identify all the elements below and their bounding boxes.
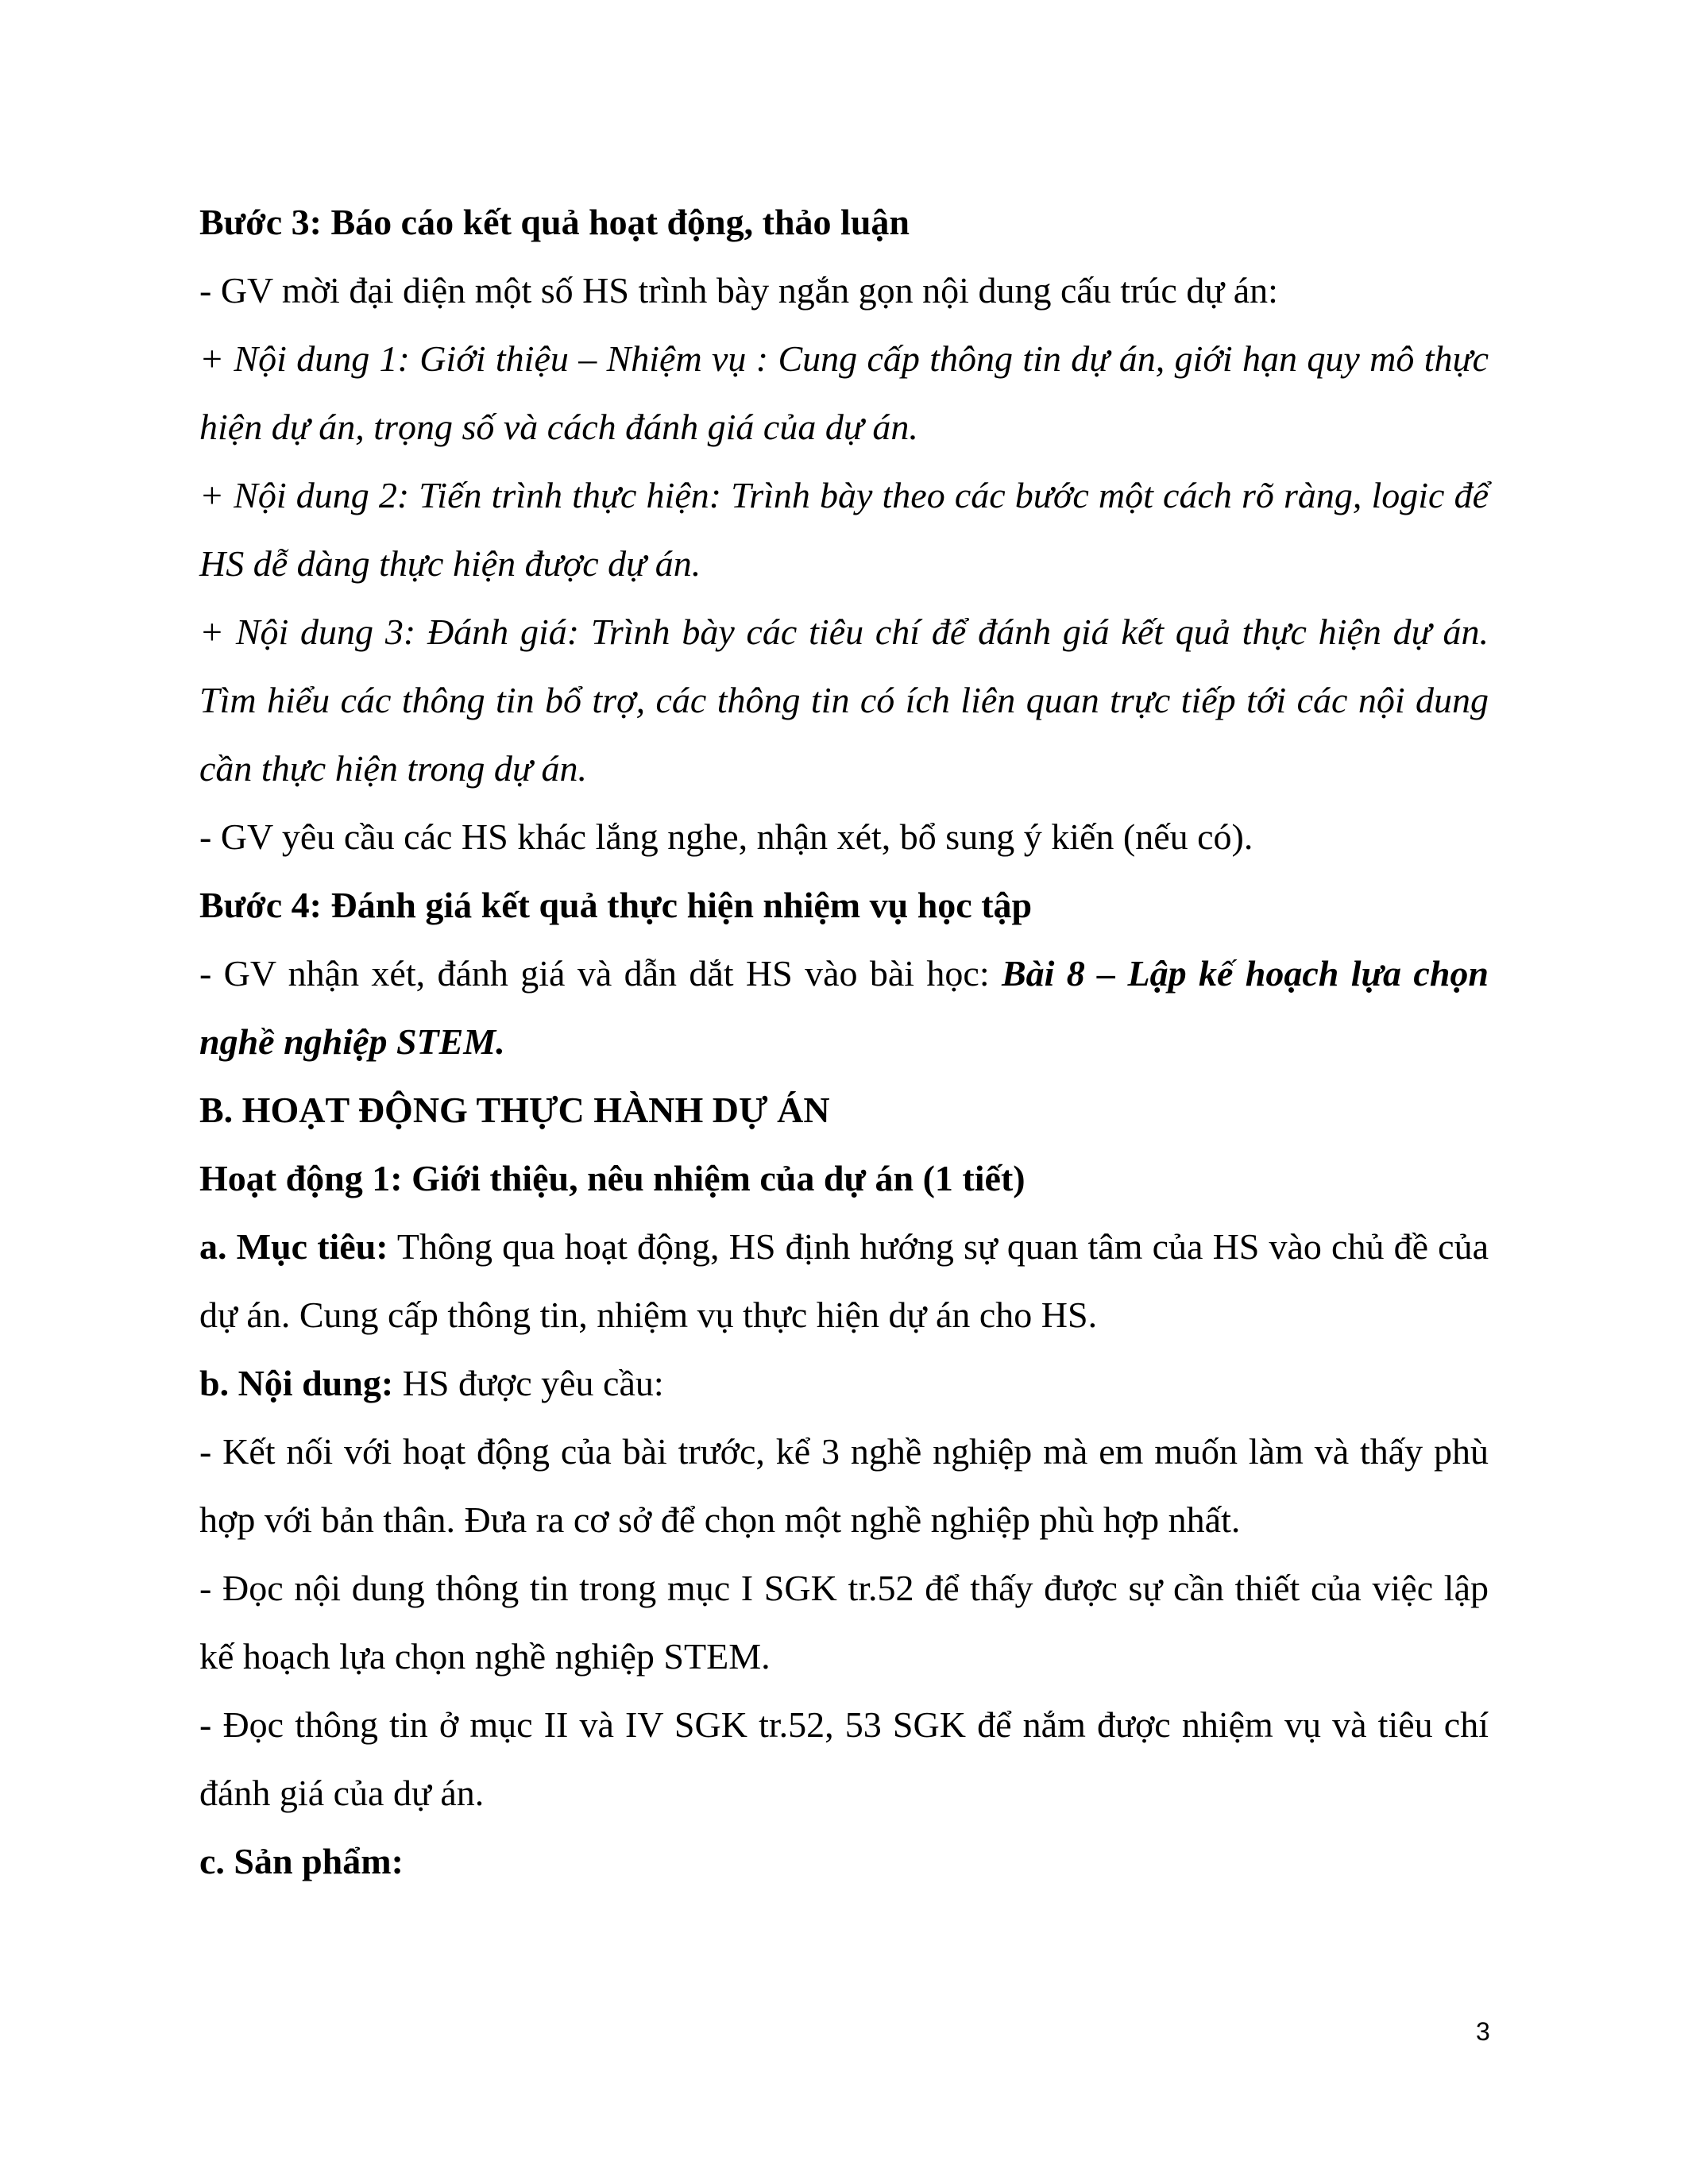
paragraph: + Nội dung 3: Đánh giá: Trình bày các tiêu chí để đánh giá kết quả thực hiện dự án. Tìm hiểu các thông tin bổ trợ, các thông tin có ích liên quan trực tiếp tới các nội dung cần thực hiện trong dự án. (199, 612, 1489, 789)
list-item: - Đọc nội dung thông tin trong mục I SGK tr.52 để thấy được sự cần thiết của việc lập kế hoạch lựa chọn nghề nghiệp STEM. (199, 1568, 1489, 1677)
step4-heading: Bước 4: Đánh giá kết quả thực hiện nhiệm vụ học tập (199, 885, 1033, 925)
paragraph: - GV mời đại diện một số HS trình bày ngắn gọn nội dung cấu trúc dự án: (199, 270, 1278, 311)
paragraph-text: - GV nhận xét, đánh giá và dẫn dắt HS vào bài học: (199, 953, 1002, 994)
document-body (199, 188, 1489, 1896)
paragraph: + Nội dung 1: Giới thiệu – Nhiệm vụ : Cung cấp thông tin dự án, giới hạn quy mô thực hiện dự án, trọng số và cách đánh giá của dự án. (199, 338, 1489, 447)
goal-text: Thông qua hoạt động, HS định hướng sự quan tâm của HS vào chủ đề của dự án. Cung cấp thông tin, nhiệm vụ thực hiện dự án cho HS. (199, 1226, 1489, 1335)
paragraph: + Nội dung 2: Tiến trình thực hiện: Trình bày theo các bước một cách rõ ràng, logic để HS dễ dàng thực hiện được dự án. (199, 475, 1489, 584)
list-item: - Kết nối với hoạt động của bài trước, kể 3 nghề nghiệp mà em muốn làm và thấy phù hợp với bản thân. Đưa ra cơ sở để chọn một nghề nghiệp phù hợp nhất. (199, 1431, 1489, 1540)
step3-heading: Bước 3: Báo cáo kết quả hoạt động, thảo luận (199, 202, 910, 242)
section-b-heading: B. HOẠT ĐỘNG THỰC HÀNH DỰ ÁN (199, 1090, 830, 1130)
paragraph: - GV yêu cầu các HS khác lắng nghe, nhận xét, bổ sung ý kiến (nếu có). (199, 816, 1253, 857)
content-label: b. Nội dung: (199, 1363, 394, 1403)
goal-label: a. Mục tiêu: (199, 1226, 388, 1267)
page-number: 3 (1476, 2017, 1490, 2046)
content-paragraph (199, 1349, 1489, 1418)
paragraph (199, 940, 1489, 1076)
list-item: - Đọc thông tin ở mục II và IV SGK tr.52, 53 SGK để nắm được nhiệm vụ và tiêu chí đánh giá của dự án. (199, 1704, 1489, 1813)
content-text: HS được yêu cầu: (393, 1363, 664, 1403)
goal-paragraph (199, 1213, 1489, 1349)
product-label: c. Sản phẩm: (199, 1841, 404, 1881)
lesson-title: Bài 8 – Lập kế hoạch lựa chọn nghề nghiệp STEM. (199, 953, 1489, 1062)
activity1-heading: Hoạt động 1: Giới thiệu, nêu nhiệm của dự án (1 tiết) (199, 1158, 1026, 1198)
